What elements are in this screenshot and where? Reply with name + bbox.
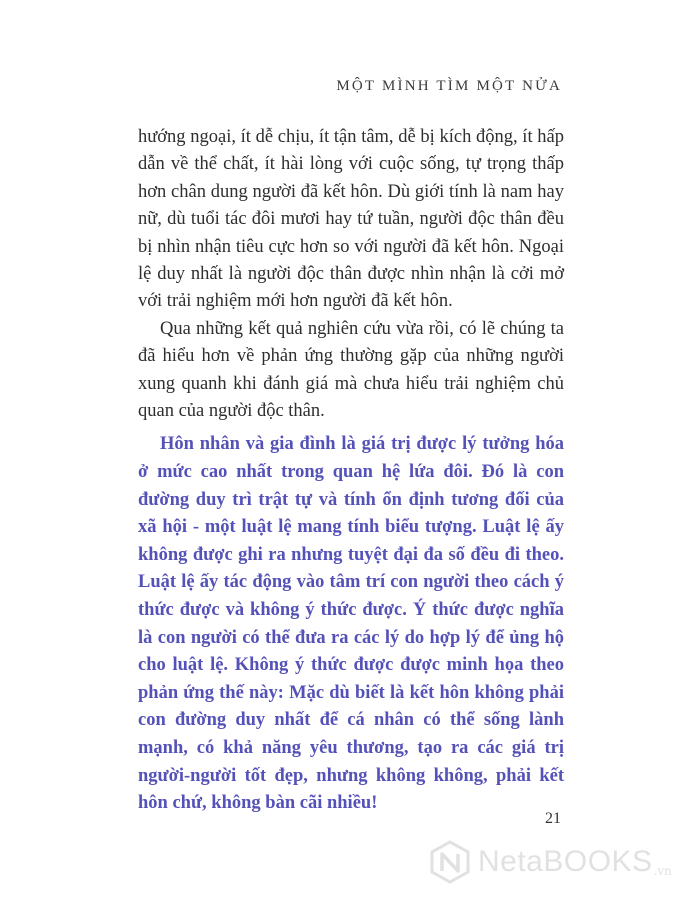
netabooks-logo-icon	[428, 840, 472, 884]
paragraph-research-summary: Qua những kết quả nghiên cứu vừa rồi, có lẽ chúng ta đã hiểu hơn về phản ứng thường gặp của những người xung quanh khi đánh giá mà chưa hiểu trải nghiệm chủ quan của người độc thân.	[138, 318, 564, 422]
paragraph-continuation: hướng ngoại, ít dễ chịu, ít tận tâm, dễ bị kích động, ít hấp dẫn về thể chất, ít hài lòng với cuộc sống, tự trọng thấp hơn chân dung người đã kết hôn. Dù giới tính là nam hay nữ, dù tuổi tác đôi mươi hay tứ tuần, người độc thân đều bị nhìn nhận tiêu cực hơn so với người đã kết hôn. Ngoại lệ duy nhất là người độc thân được nhìn nhận là cởi mở với trải nghiệm mới hơn người đã kết hôn.	[138, 127, 564, 312]
running-header: MỘT MÌNH TÌM MỘT NỬA	[336, 78, 562, 94]
netabooks-watermark	[428, 836, 672, 888]
watermark-suffix: .vn	[653, 864, 672, 878]
watermark-brand: NetaBOOKS	[478, 845, 653, 878]
page-number: 21	[545, 810, 561, 827]
body-text	[138, 124, 564, 818]
paragraph-highlighted: Hôn nhân và gia đình là giá trị được lý tưởng hóa ở mức cao nhất trong quan hệ lứa đôi. Đó là con đường duy trì trật tự và tính ổn định tương đối của xã hội - một luật lệ mang tính biểu tượng. Luật lệ ấy không được ghi ra nhưng tuyệt đại đa số đều đi theo. Luật lệ ấy tác động vào tâm trí con người theo cách ý thức được và không ý thức được. Ý thức được nghĩa là con người có thể đưa ra các lý do hợp lý để ủng hộ cho luật lệ. Không ý thức được được minh họa theo phản ứng thế này: Mặc dù biết là kết hôn không phải con đường duy nhất để cá nhân có thể sống lành mạnh, có khả năng yêu thương, tạo ra các giá trị người-người tốt đẹp, nhưng không không, phải kết hôn chứ, không bàn cãi nhiều!	[138, 434, 564, 814]
